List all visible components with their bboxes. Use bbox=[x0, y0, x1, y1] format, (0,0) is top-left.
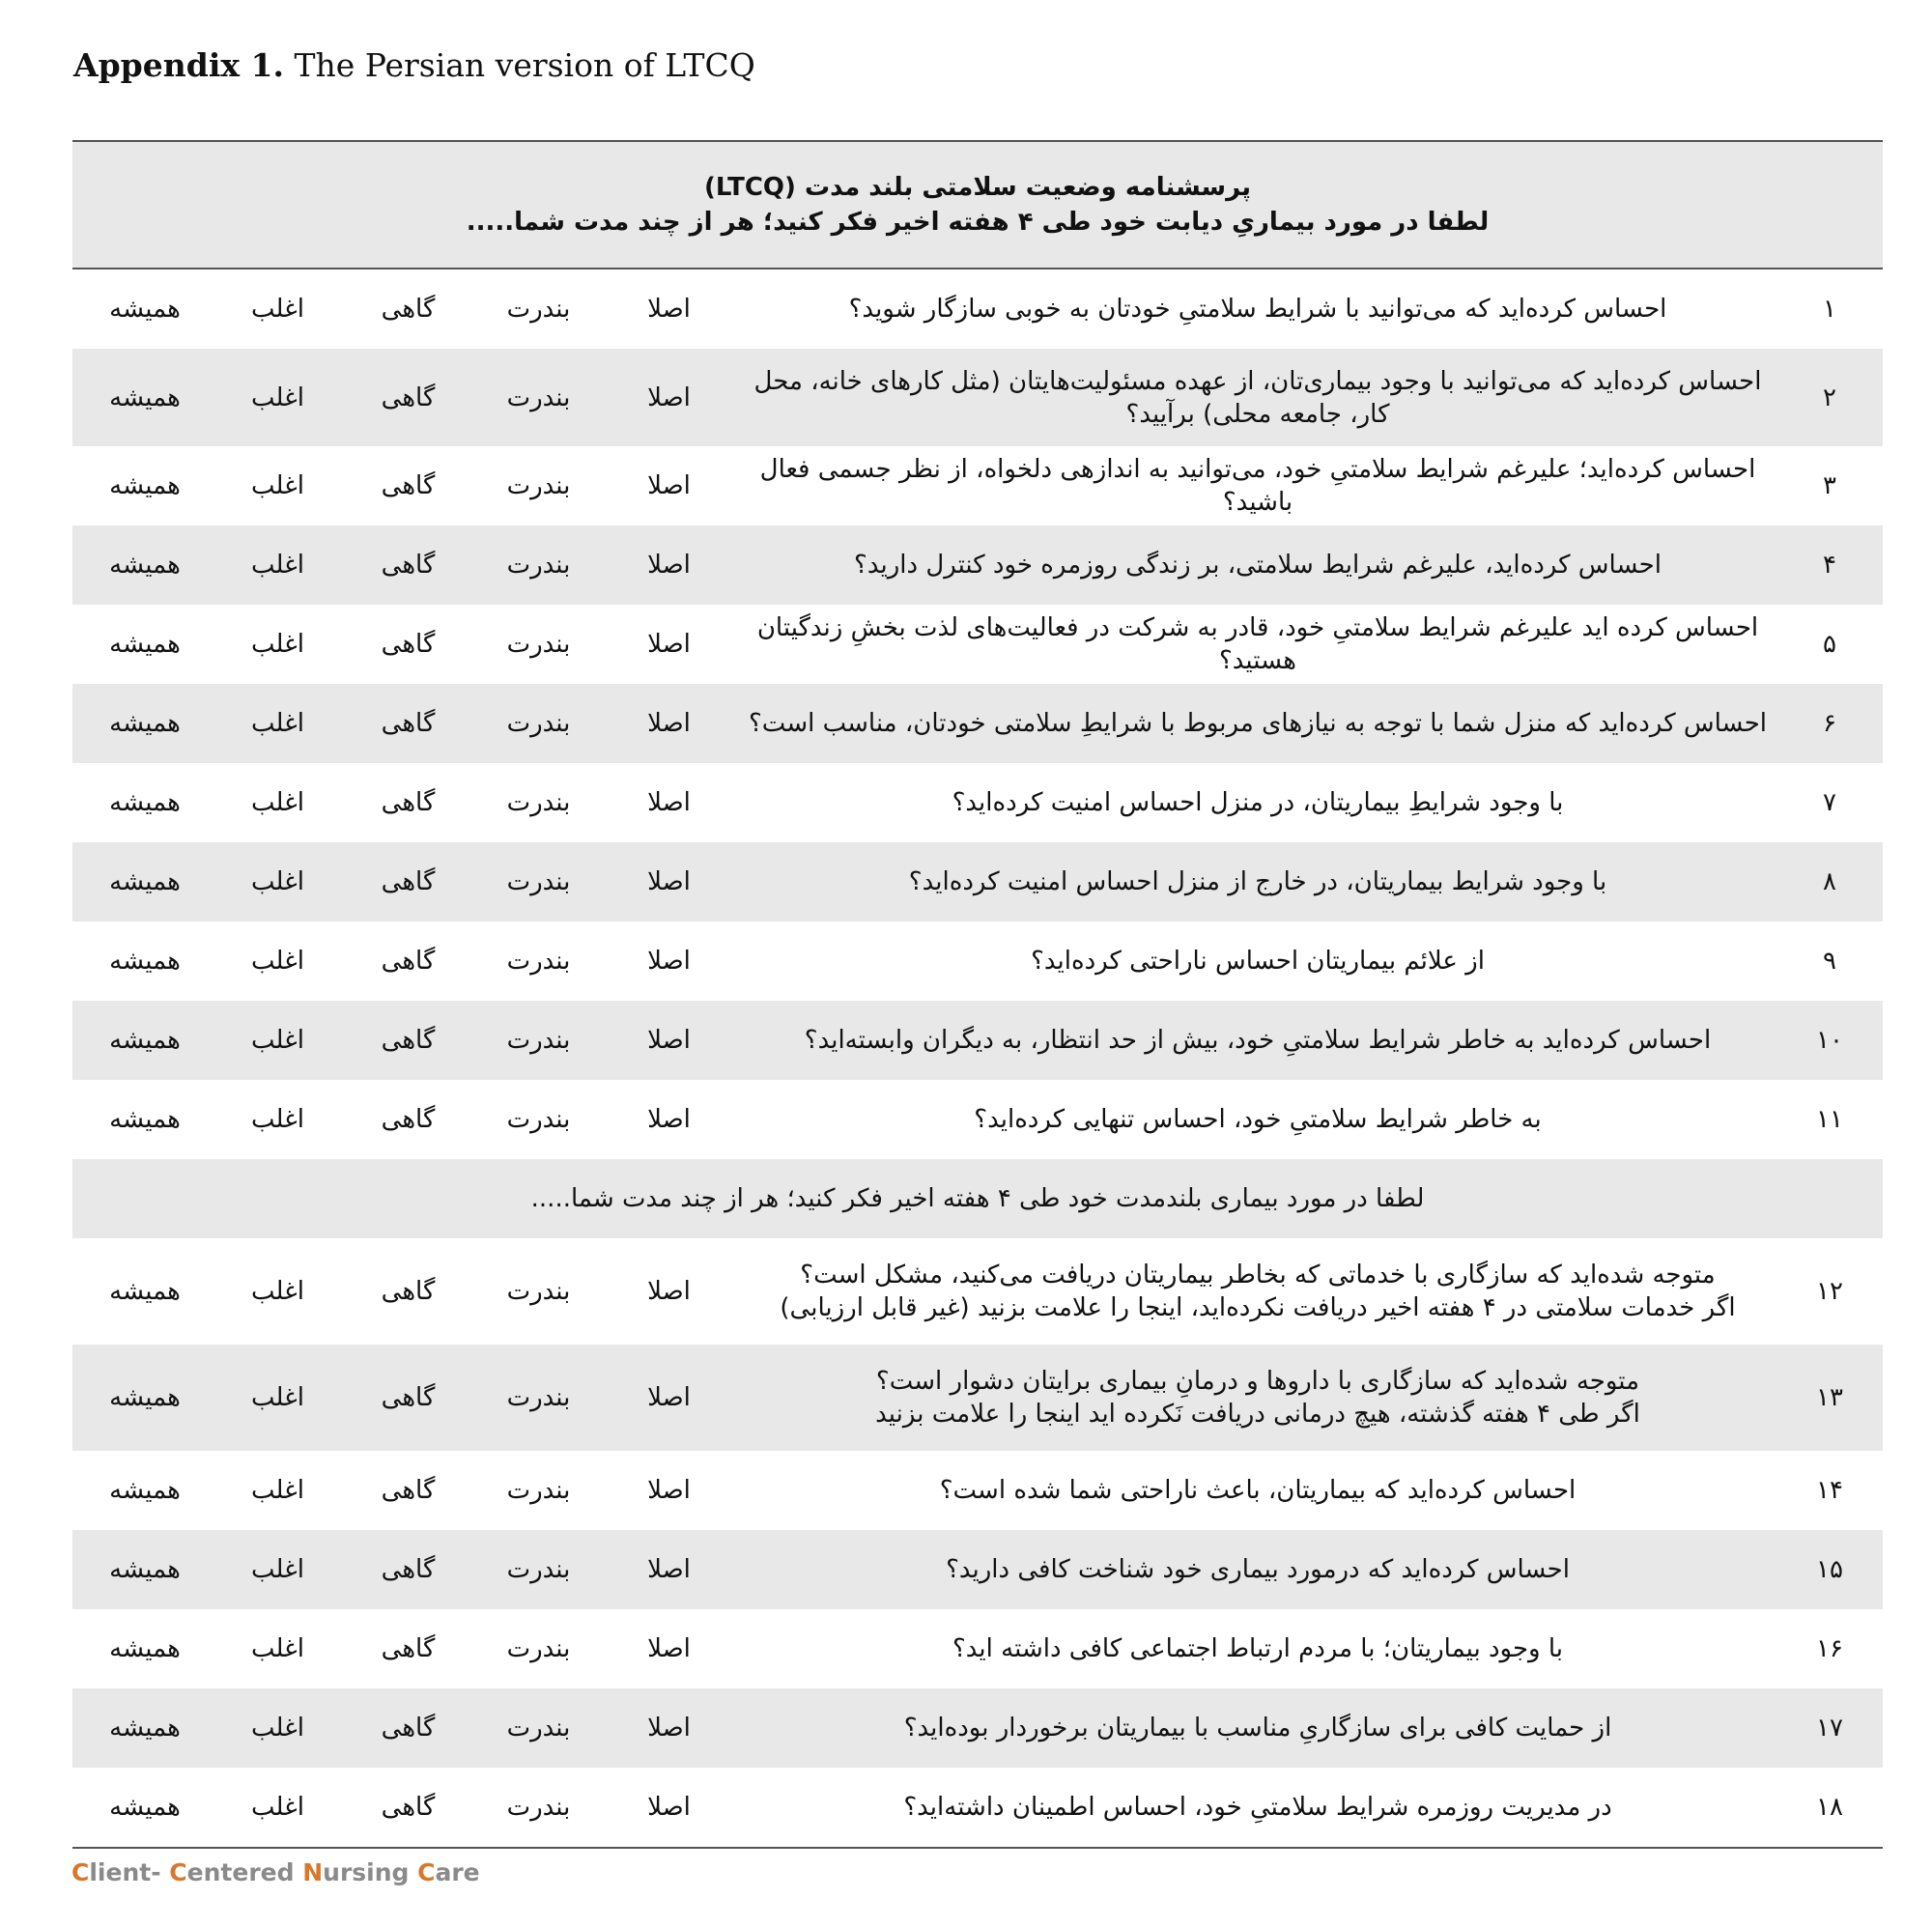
table-row bbox=[72, 921, 1883, 1001]
question-line: احساس کرده‌اید به خاطر شرایط سلامتیِ خود، بیش از حد انتظار، به دیگران وابسته‌اید؟ bbox=[804, 1026, 1712, 1055]
question-line: در مدیریت روزمره شرایط سلامتیِ خود، احساس اطمینان داشته‌اید؟ bbox=[903, 1793, 1612, 1822]
answer-option[interactable]: اغلب bbox=[251, 551, 304, 580]
question-text bbox=[739, 1553, 1776, 1586]
question-line: متوجه شده‌اید که سازگاری با داروها و درمانِ بیماری برایتان دشوار است؟ bbox=[875, 1367, 1640, 1396]
answer-option[interactable]: بندرت bbox=[506, 1555, 571, 1584]
question-line: احساس کرده‌اید که درمورد بیماری خود شناخت کافی دارید؟ bbox=[946, 1555, 1570, 1584]
caption-label: Appendix 1. bbox=[73, 46, 284, 84]
answer-option[interactable]: اصلا bbox=[647, 630, 691, 659]
question-number: ۱۸ bbox=[1816, 1793, 1843, 1822]
answer-option[interactable]: اصلا bbox=[647, 1383, 691, 1412]
answer-option[interactable]: گاهی bbox=[381, 709, 436, 738]
answer-option[interactable]: اغلب bbox=[251, 1026, 304, 1055]
appendix-caption bbox=[73, 46, 755, 84]
answer-option[interactable]: گاهی bbox=[381, 471, 436, 500]
answer-option[interactable]: اغلب bbox=[251, 1105, 304, 1134]
question-number: ۱۰ bbox=[1816, 1026, 1843, 1055]
answer-option[interactable]: بندرت bbox=[506, 383, 571, 412]
question-line: احساس کرده‌اید؛ علیرغم شرایط سلامتیِ خود، می‌توانید به اندازهی دلخواه، از نظر جسمی فعال باشید؟ bbox=[759, 455, 1756, 517]
table-row bbox=[72, 842, 1883, 921]
table-row bbox=[72, 1688, 1883, 1768]
answer-option[interactable]: بندرت bbox=[506, 471, 571, 500]
question-note: اگر خدمات سلامتی در ۴ هفته اخیر دریافت نکرده‌اید، اینجا را علامت بزنید (غیر قابل ارزیابی) bbox=[780, 1293, 1736, 1322]
question-line: از حمایت کافی برای سازگاریِ مناسب با بیماریتان برخوردار بوده‌اید؟ bbox=[903, 1714, 1612, 1743]
answer-option[interactable]: بندرت bbox=[506, 1277, 571, 1306]
answer-option[interactable]: بندرت bbox=[506, 788, 571, 817]
question-text bbox=[739, 1474, 1776, 1507]
question-number: ۱۳ bbox=[1816, 1383, 1843, 1412]
table-row bbox=[72, 525, 1883, 605]
table-row bbox=[72, 349, 1883, 446]
answer-option[interactable]: همیشه bbox=[109, 1793, 181, 1822]
question-number: ۱۱ bbox=[1816, 1105, 1843, 1134]
question-text bbox=[739, 1791, 1776, 1824]
footer-letter: C bbox=[169, 1858, 187, 1886]
answer-option[interactable]: اغلب bbox=[251, 630, 304, 659]
question-text bbox=[739, 1103, 1776, 1136]
question-text bbox=[739, 945, 1776, 978]
questionnaire-instruction: لطفا در مورد بیماریِ دیابت خود طی ۴ هفته اخیر فکر کنید؛ هر از چند مدت شما..... bbox=[466, 208, 1490, 237]
answer-option[interactable]: اغلب bbox=[251, 1634, 304, 1663]
answer-option[interactable]: همیشه bbox=[109, 471, 181, 500]
answer-option[interactable]: گاهی bbox=[381, 788, 436, 817]
answer-option[interactable]: اغلب bbox=[251, 1383, 304, 1412]
table-row bbox=[72, 763, 1883, 842]
answer-option[interactable]: همیشه bbox=[109, 1105, 181, 1134]
question-line: از علائم بیماریتان احساس ناراحتی کرده‌اید؟ bbox=[1031, 947, 1485, 976]
footer-letter: C bbox=[71, 1858, 90, 1886]
question-group-1 bbox=[72, 269, 1883, 1159]
question-number: ۲ bbox=[1823, 383, 1836, 412]
footer-word: entered bbox=[186, 1858, 303, 1886]
question-line: احساس کرده‌اید که منزل شما با توجه به نیازهای مربوط با شرایطِ سلامتی خودتان، مناسب است؟ bbox=[748, 709, 1767, 738]
question-line: احساس کرده‌اید که بیماریتان، باعث ناراحتی شما شده است؟ bbox=[939, 1476, 1577, 1505]
answer-option[interactable]: همیشه bbox=[109, 788, 181, 817]
questionnaire-table bbox=[72, 140, 1883, 1849]
answer-option[interactable]: گاهی bbox=[381, 1476, 436, 1505]
question-line: احساس کرده اید علیرغم شرایط سلامتیِ خود، قادر به شرکت در فعالیت‌های لذت بخشِ زندگیتان هستید؟ bbox=[756, 613, 1759, 675]
answer-option[interactable]: بندرت bbox=[506, 1476, 571, 1505]
answer-option[interactable]: گاهی bbox=[381, 1383, 436, 1412]
answer-option[interactable]: اصلا bbox=[647, 1026, 691, 1055]
question-text bbox=[739, 549, 1776, 581]
question-group-2 bbox=[72, 1238, 1883, 1847]
answer-option[interactable]: اصلا bbox=[647, 947, 691, 976]
question-number: ۸ bbox=[1823, 867, 1836, 896]
answer-option[interactable]: بندرت bbox=[506, 1026, 571, 1055]
question-number: ۹ bbox=[1823, 947, 1836, 976]
answer-option[interactable]: همیشه bbox=[109, 1383, 181, 1412]
question-number: ۶ bbox=[1823, 709, 1836, 738]
question-line: احساس کرده‌اید، علیرغم شرایط سلامتی، بر زندگی روزمره خود کنترل دارید؟ bbox=[854, 551, 1662, 580]
answer-option[interactable]: گاهی bbox=[381, 295, 436, 324]
answer-option[interactable]: بندرت bbox=[506, 1714, 571, 1743]
question-line: احساس کرده‌اید که می‌توانید با شرایط سلامتیِ خودتان به خوبی سازگار شوید؟ bbox=[848, 295, 1667, 324]
answer-option[interactable]: بندرت bbox=[506, 295, 571, 324]
section-instruction-text: لطفا در مورد بیماری بلندمدت خود طی ۴ هفته اخیر فکر کنید؛ هر از چند مدت شما..... bbox=[530, 1184, 1425, 1213]
footer-word: are bbox=[435, 1858, 480, 1886]
answer-option[interactable]: اصلا bbox=[647, 1555, 691, 1584]
table-row bbox=[72, 1345, 1883, 1451]
answer-option[interactable]: بندرت bbox=[506, 709, 571, 738]
section-instruction bbox=[72, 1159, 1883, 1238]
question-number: ۳ bbox=[1823, 471, 1836, 500]
answer-option[interactable]: گاهی bbox=[381, 1714, 436, 1743]
answer-option[interactable]: گاهی bbox=[381, 1555, 436, 1584]
answer-option[interactable]: اغلب bbox=[251, 1793, 304, 1822]
answer-option[interactable]: بندرت bbox=[506, 630, 571, 659]
answer-option[interactable]: بندرت bbox=[506, 1383, 571, 1412]
answer-option[interactable]: همیشه bbox=[109, 1555, 181, 1584]
answer-option[interactable]: بندرت bbox=[506, 1105, 571, 1134]
answer-option[interactable]: اغلب bbox=[251, 471, 304, 500]
answer-option[interactable]: گاهی bbox=[381, 383, 436, 412]
footer-word: lient- bbox=[89, 1858, 170, 1886]
question-text bbox=[739, 865, 1776, 898]
question-text bbox=[739, 707, 1776, 740]
table-row bbox=[72, 1080, 1883, 1159]
answer-option[interactable]: بندرت bbox=[506, 947, 571, 976]
answer-option[interactable]: بندرت bbox=[506, 551, 571, 580]
answer-option[interactable]: اغلب bbox=[251, 295, 304, 324]
journal-footer-logo bbox=[71, 1858, 480, 1886]
answer-option[interactable]: اغلب bbox=[251, 1476, 304, 1505]
answer-option[interactable]: اصلا bbox=[647, 1277, 691, 1306]
answer-option[interactable]: اصلا bbox=[647, 867, 691, 896]
answer-option[interactable]: همیشه bbox=[109, 1277, 181, 1306]
answer-option[interactable]: اصلا bbox=[647, 295, 691, 324]
question-number: ۴ bbox=[1823, 551, 1836, 580]
answer-option[interactable]: همیشه bbox=[109, 551, 181, 580]
table-row bbox=[72, 605, 1883, 684]
answer-option[interactable]: اصلا bbox=[647, 1714, 691, 1743]
answer-option[interactable]: همیشه bbox=[109, 383, 181, 412]
table-row bbox=[72, 269, 1883, 349]
table-row bbox=[72, 684, 1883, 763]
answer-option[interactable]: همیشه bbox=[109, 867, 181, 896]
answer-option[interactable]: اغلب bbox=[251, 1555, 304, 1584]
answer-option[interactable]: گاهی bbox=[381, 630, 436, 659]
question-number: ۱۴ bbox=[1816, 1476, 1843, 1505]
answer-option[interactable]: گاهی bbox=[381, 947, 436, 976]
answer-option[interactable]: گاهی bbox=[381, 1105, 436, 1134]
table-row bbox=[72, 1768, 1883, 1847]
question-line: با وجود بیماریتان؛ با مردم ارتباط اجتماعی کافی داشته اید؟ bbox=[952, 1634, 1564, 1663]
answer-option[interactable]: اصلا bbox=[647, 383, 691, 412]
question-line: با وجود شرایطِ بیماریتان، در منزل احساس امنیت کرده‌اید؟ bbox=[952, 788, 1564, 817]
answer-option[interactable]: اصلا bbox=[647, 1634, 691, 1663]
question-text bbox=[739, 1365, 1776, 1431]
answer-option[interactable]: بندرت bbox=[506, 867, 571, 896]
table-header bbox=[72, 142, 1883, 269]
table-row bbox=[72, 1530, 1883, 1609]
question-number: ۱۵ bbox=[1816, 1555, 1843, 1584]
answer-option[interactable]: همیشه bbox=[109, 1634, 181, 1663]
question-text bbox=[739, 1259, 1776, 1324]
table-row bbox=[72, 1609, 1883, 1688]
answer-option[interactable]: گاهی bbox=[381, 867, 436, 896]
footer-word: ursing bbox=[323, 1858, 418, 1886]
answer-option[interactable]: اصلا bbox=[647, 1105, 691, 1134]
answer-option[interactable]: اغلب bbox=[251, 709, 304, 738]
question-number: ۱۷ bbox=[1816, 1714, 1843, 1743]
answer-option[interactable]: اصلا bbox=[647, 551, 691, 580]
caption-text: The Persian version of LTCQ bbox=[283, 46, 755, 84]
answer-option[interactable]: گاهی bbox=[381, 1277, 436, 1306]
answer-option[interactable]: اغلب bbox=[251, 867, 304, 896]
question-text bbox=[739, 611, 1776, 677]
answer-option[interactable]: اصلا bbox=[647, 1476, 691, 1505]
question-number: ۱ bbox=[1823, 295, 1836, 324]
question-text bbox=[739, 365, 1776, 431]
answer-option[interactable]: اغلب bbox=[251, 788, 304, 817]
answer-option[interactable]: اغلب bbox=[251, 1277, 304, 1306]
question-line: احساس کرده‌اید که می‌توانید با وجود بیماری‌تان، از عهده مسئولیت‌هایتان (مثل کارهای خانه، محل کار، جامعه محلی) برآیید؟ bbox=[753, 366, 1762, 429]
answer-option[interactable]: همیشه bbox=[109, 1476, 181, 1505]
answer-option[interactable]: همیشه bbox=[109, 947, 181, 976]
question-text bbox=[739, 1632, 1776, 1665]
table-row bbox=[72, 446, 1883, 525]
answer-option[interactable]: اصلا bbox=[647, 471, 691, 500]
answer-option[interactable]: گاهی bbox=[381, 551, 436, 580]
question-text bbox=[739, 1712, 1776, 1744]
answer-option[interactable]: اصلا bbox=[647, 1793, 691, 1822]
footer-letter: N bbox=[302, 1858, 324, 1886]
question-text bbox=[739, 453, 1776, 519]
answer-option[interactable]: اصلا bbox=[647, 788, 691, 817]
answer-option[interactable]: گاهی bbox=[381, 1634, 436, 1663]
answer-option[interactable]: اغلب bbox=[251, 383, 304, 412]
footer-letter: C bbox=[417, 1858, 436, 1886]
answer-option[interactable]: اغلب bbox=[251, 947, 304, 976]
question-line: به خاطر شرایط سلامتیِ خود، احساس تنهایی کرده‌اید؟ bbox=[974, 1105, 1542, 1134]
answer-option[interactable]: همیشه bbox=[109, 295, 181, 324]
answer-option[interactable]: بندرت bbox=[506, 1793, 571, 1822]
question-number: ۱۶ bbox=[1816, 1634, 1843, 1663]
question-line: متوجه شده‌اید که سازگاری با خدماتی که بخاطر بیماریتان دریافت می‌کنید، مشکل است؟ bbox=[800, 1261, 1716, 1289]
table-row bbox=[72, 1001, 1883, 1080]
answer-option[interactable]: اغلب bbox=[251, 1714, 304, 1743]
answer-option[interactable]: اصلا bbox=[647, 709, 691, 738]
answer-option[interactable]: همیشه bbox=[109, 1026, 181, 1055]
answer-option[interactable]: گاهی bbox=[381, 1793, 436, 1822]
question-text bbox=[739, 293, 1776, 326]
question-number: ۱۲ bbox=[1816, 1277, 1843, 1306]
answer-option[interactable]: گاهی bbox=[381, 1026, 436, 1055]
answer-option[interactable]: همیشه bbox=[109, 630, 181, 659]
question-line: با وجود شرایط بیماریتان، در خارج از منزل احساس امنیت کرده‌اید؟ bbox=[908, 867, 1607, 896]
question-text bbox=[739, 786, 1776, 819]
answer-option[interactable]: بندرت bbox=[506, 1634, 571, 1663]
answer-option[interactable]: همیشه bbox=[109, 709, 181, 738]
questionnaire-title: پرسشنامه وضعیت سلامتی بلند مدت (LTCQ) bbox=[703, 173, 1252, 202]
question-number: ۵ bbox=[1823, 630, 1836, 659]
question-number: ۷ bbox=[1823, 788, 1836, 817]
question-text bbox=[739, 1024, 1776, 1057]
table-row bbox=[72, 1238, 1883, 1345]
question-note: اگر طی ۴ هفته گذشته، هیچ درمانی دریافت نَکرده اید اینجا را علامت بزنید bbox=[875, 1400, 1640, 1429]
table-row bbox=[72, 1451, 1883, 1530]
answer-option[interactable]: همیشه bbox=[109, 1714, 181, 1743]
